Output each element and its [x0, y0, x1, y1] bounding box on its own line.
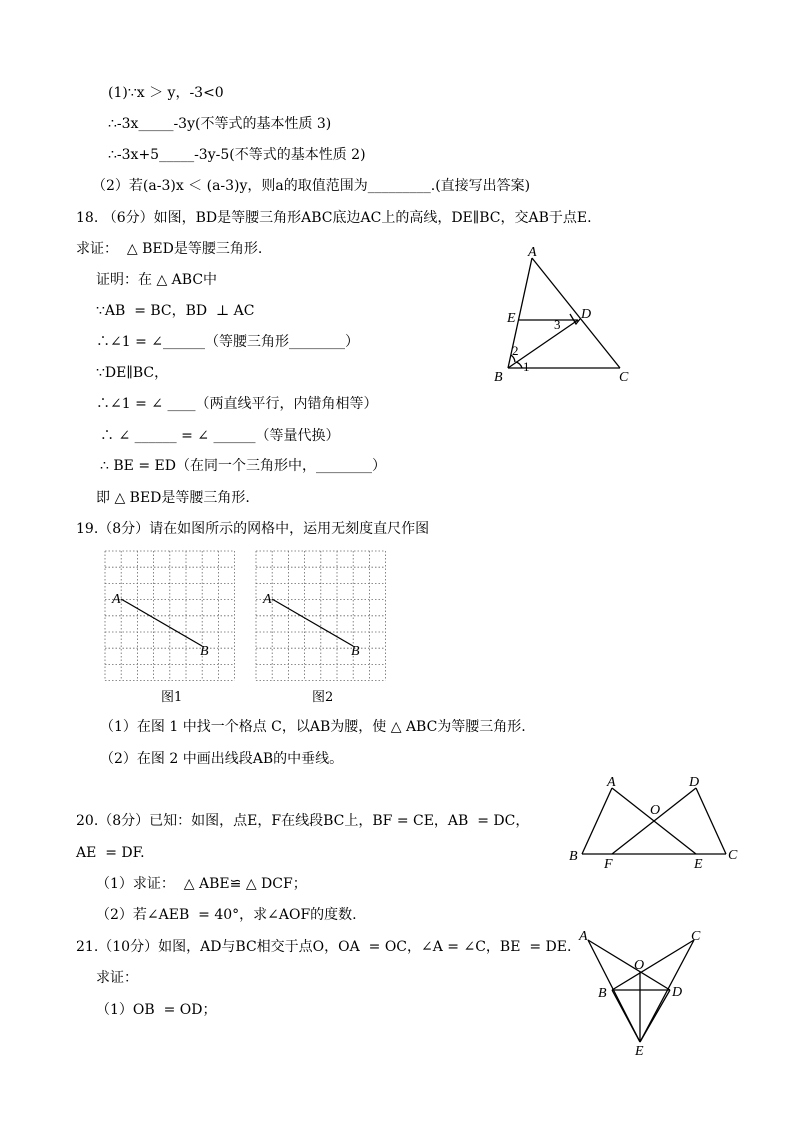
q21-part1: （1）OB = OD； [96, 1002, 217, 1018]
q17-line1: (1)∵x ＞ y，-3<0 [108, 85, 224, 101]
q18-step: ∵DE∥BC， [96, 365, 169, 381]
q20-condition: AE = DF. [76, 845, 145, 861]
vertex-e-label: E [635, 1044, 644, 1059]
q18-step: ∵AB = BC，BD ⊥ AC [96, 303, 255, 319]
q21-prove: 求证： [96, 970, 138, 986]
q20-part1: （1）求证： △ ABE≌ △ DCF； [96, 876, 307, 892]
q17-line2: ∴-3x_____-3y(不等式的基本性质 3) [108, 116, 332, 132]
vertex-d-label: D [689, 775, 700, 790]
point-b-label: B [200, 644, 209, 659]
vertex-d-label: D [581, 307, 592, 322]
figure-2-caption: 图2 [312, 690, 334, 705]
q17-part2: （2）若(a-3)x ＜ (a-3)y，则a的取值范围为_________.(直接写出答案) [92, 178, 531, 194]
vertex-a-label: A [607, 775, 616, 790]
q18-triangle-figure [488, 244, 638, 384]
vertex-c-label: C [619, 370, 629, 384]
grid-figure-2 [251, 548, 391, 683]
vertex-o-label: O [650, 803, 661, 818]
figure-1-caption: 图1 [161, 690, 183, 705]
q19-title: 19.（8分）请在如图所示的网格中，运用无刻度直尺作图 [76, 521, 430, 537]
q18-step: ∴ ∠ ______ = ∠ ______（等量代换） [100, 428, 340, 444]
point-a-label: A [263, 592, 272, 607]
angle-3-label: 3 [554, 317, 561, 332]
q21-figure [576, 926, 706, 1060]
grid-figure-1 [100, 548, 240, 683]
q18-title: 18. （6分）如图，BD是等腰三角形ABC底边AC上的高线，DE∥BC，交AB于点E. [76, 210, 592, 226]
vertex-a-label: A [579, 929, 588, 944]
q18-step: 即 △ BED是等腰三角形. [96, 490, 250, 506]
vertex-b-label: B [494, 370, 503, 384]
point-b-label: B [351, 644, 360, 659]
vertex-b-label: B [598, 986, 607, 1001]
vertex-c-label: C [691, 929, 701, 944]
vertex-e-label: E [694, 857, 703, 872]
q21-title: 21.（10分）如图，AD与BC相交于点O，OA = OC，∠A = ∠C，BE = DE. [76, 939, 572, 955]
q20-part2: （2）若∠AEB = 40°，求∠AOF的度数. [96, 907, 357, 923]
angle-1-label: 1 [523, 359, 530, 374]
q17-line3: ∴-3x+5_____-3y-5(不等式的基本性质 2) [108, 147, 366, 163]
vertex-b-label: B [569, 849, 578, 864]
angle-2-label: 2 [512, 343, 519, 358]
point-a-label: A [112, 592, 121, 607]
q20-figure [564, 772, 744, 872]
vertex-c-label: C [728, 848, 738, 863]
vertex-o-label: O [634, 958, 645, 973]
vertex-f-label: F [604, 857, 613, 872]
q19-part1: （1）在图 1 中找一个格点 C，以AB为腰，使 △ ABC为等腰三角形. [100, 719, 526, 735]
q18-step: ∴∠1 = ∠ ____（两直线平行，内错角相等） [96, 396, 378, 412]
q18-step: ∴∠1 = ∠______（等腰三角形________） [96, 334, 359, 350]
vertex-d-label: D [672, 985, 683, 1000]
vertex-a-label: A [528, 245, 537, 260]
q18-step: 证明：在 △ ABC中 [96, 272, 218, 288]
vertex-e-label: E [507, 311, 516, 326]
q18-prove: 求证： △ BED是等腰三角形. [76, 241, 263, 257]
q18-step: ∴ BE = ED（在同一个三角形中，________） [100, 458, 386, 474]
q19-part2: （2）在图 2 中画出线段AB的中垂线。 [100, 751, 344, 767]
q20-title: 20.（8分）已知：如图，点E，F在线段BC上，BF = CE，AB = DC， [76, 813, 530, 829]
